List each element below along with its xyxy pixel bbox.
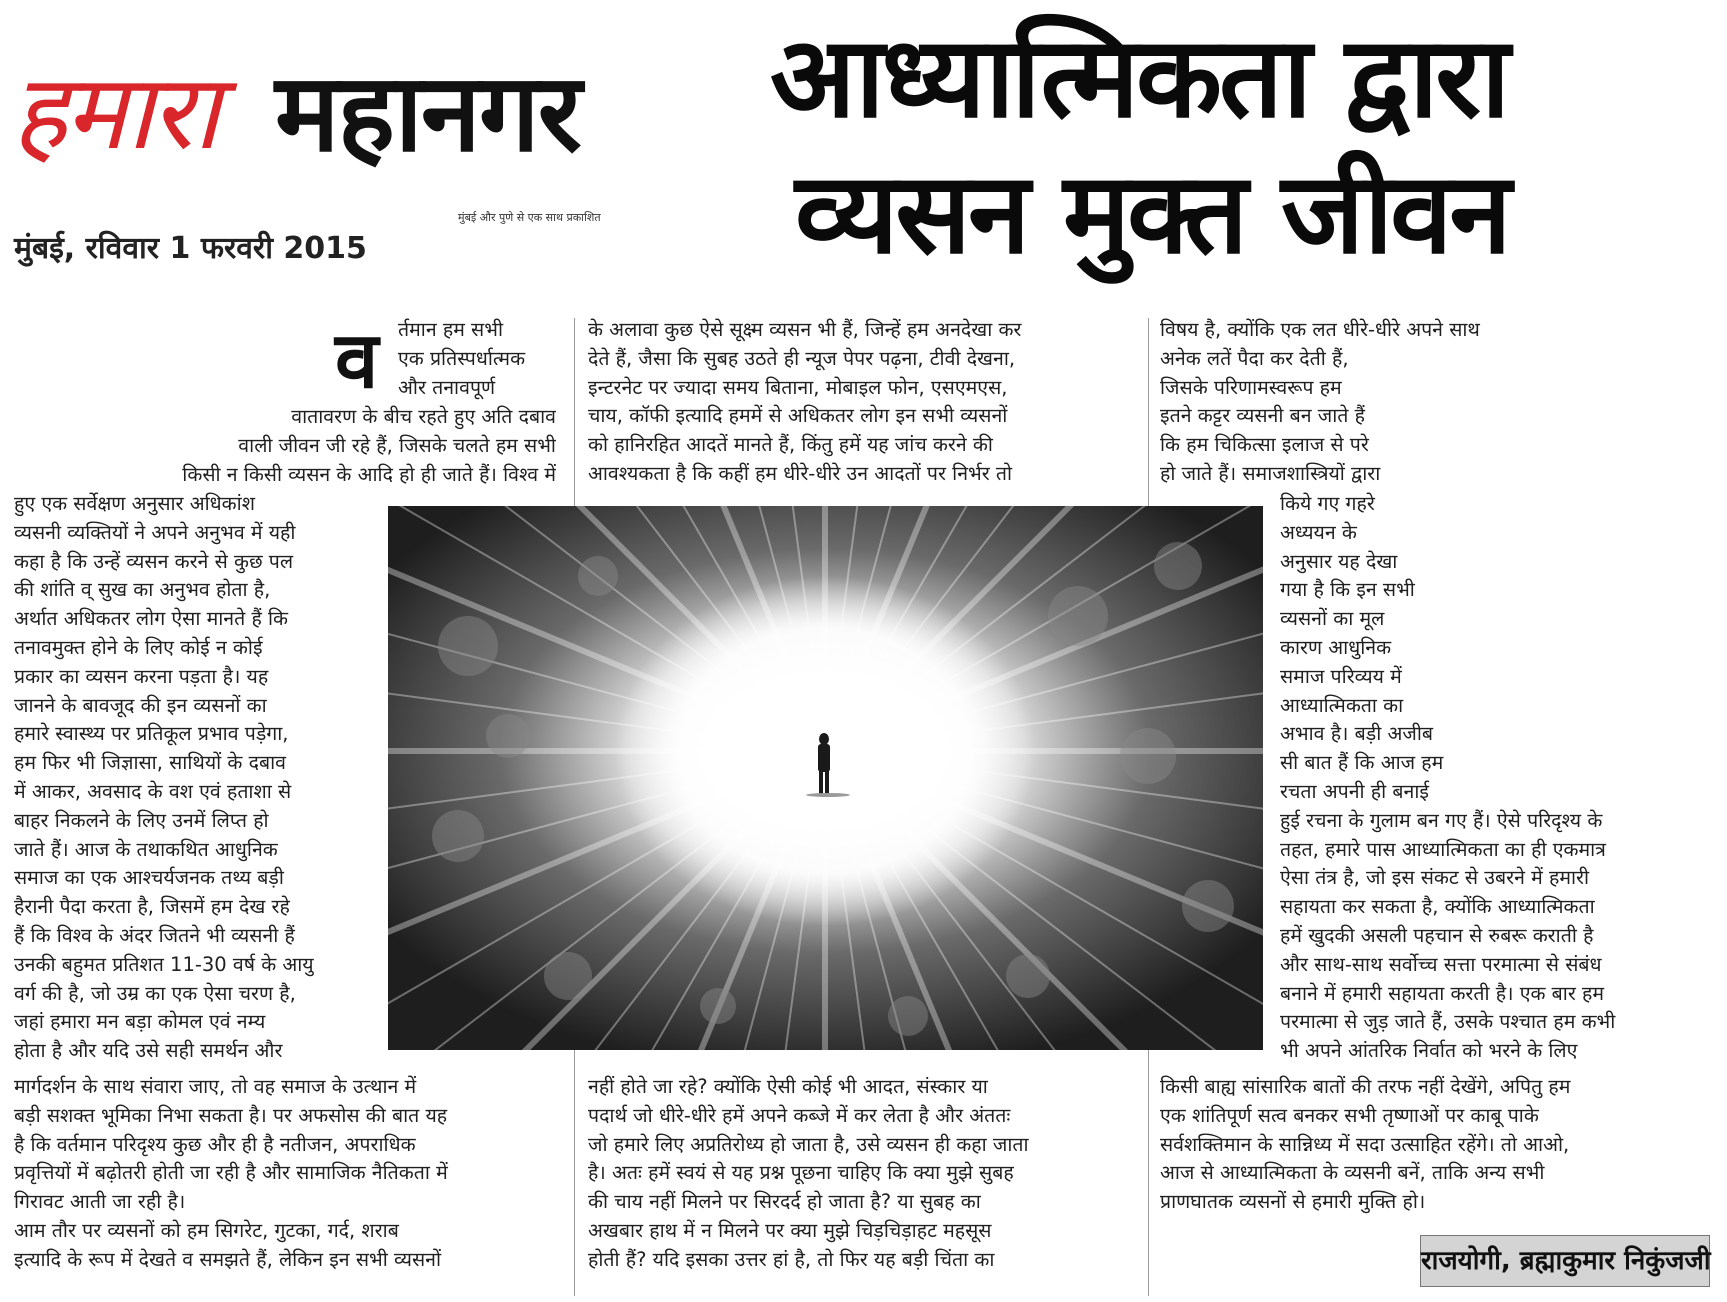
text-line: हो जाते हैं। समाजशास्त्रियों द्वारा <box>1160 461 1381 485</box>
text-line: को हानिरहित आदतें मानते हैं, किंतु हमें यह जांच करने की <box>588 433 993 457</box>
text-line: और तनावपूर्ण <box>398 375 496 399</box>
text-line: होती हैं? यदि इसका उत्तर हां है, तो फिर यह बड़ी चिंता का <box>588 1247 995 1271</box>
text-line: आम तौर पर व्यसनों को हम सिगरेट, गुटका, गर्द, शराब <box>14 1218 399 1242</box>
col1-mid-block <box>14 403 556 489</box>
text-line: बाहर निकलने के लिए उनमें लिप्त हो <box>14 808 269 832</box>
text-line: अभाव है। बड़ी अजीब <box>1280 722 1434 746</box>
text-line: र्तमान हम सभी <box>398 318 504 341</box>
text-line: और साथ-साथ सर्वोच्च सत्ता परमात्मा से संबंध <box>1280 952 1602 976</box>
text-line: हमें खुदकी असली पहचान से रुबरू कराती है <box>1280 923 1594 947</box>
text-line: अनेक लतें पैदा कर देती हैं, <box>1160 346 1349 370</box>
text-line: विषय है, क्योंकि एक लत धीरे-धीरे अपने साथ <box>1160 318 1480 341</box>
radiant-light-image <box>388 506 1263 1050</box>
headline-line-2: व्यसन मुक्त जीवन <box>795 149 1509 279</box>
text-line: सर्वशक्तिमान के सान्निध्य में सदा उत्साहित रहेंगे। तो आओ, <box>1160 1132 1570 1156</box>
text-line: हुई रचना के गुलाम बन गए हैं। ऐसे परिदृश्य के <box>1280 808 1603 832</box>
text-line: इन्टरनेट पर ज्यादा समय बिताना, मोबाइल फोन, एसएमएस, <box>588 375 1008 399</box>
text-line: अनुसार यह देखा <box>1280 549 1398 573</box>
text-line: में आकर, अवसाद के वश एवं हताशा से <box>14 779 292 803</box>
text-line: तहत, हमारे पास आध्यात्मिकता का ही एकमात्र <box>1280 837 1606 861</box>
text-line: देते हैं, जैसा कि सुबह उठते ही न्यूज पेपर पढ़ना, टीवी देखना, <box>588 346 1016 370</box>
text-line: एक शांतिपूर्ण सत्व बनकर सभी तृष्णाओं पर काबू पाके <box>1160 1103 1539 1127</box>
dateline: मुंबई, रविवार 1 फरवरी 2015 <box>14 231 367 266</box>
text-line: कारण आधुनिक <box>1280 635 1392 659</box>
text-line: भी अपने आंतरिक निर्वात को भरने के लिए <box>1280 1039 1578 1063</box>
text-line: परमात्मा से जुड़ जाते हैं, उसके पश्चात हम कभी <box>1280 1010 1616 1034</box>
text-line: वर्ग की है, जो उम्र का एक ऐसा चरण है, <box>14 981 296 1005</box>
text-line: कहा है कि उन्हें व्यसन करने से कुछ पल <box>14 549 294 573</box>
text-line: व्यसनों का मूल <box>1280 607 1385 631</box>
article-photo <box>388 506 1263 1050</box>
text-line: है। अतः हमें स्वयं से यह प्रश्न पूछना चाहिए कि क्या मुझे सुबह <box>588 1161 1014 1185</box>
masthead-name-black: महानगर <box>275 51 580 176</box>
col3-top-block <box>1160 316 1700 489</box>
text-line: एक प्रतिस्पर्धात्मक <box>398 346 526 370</box>
text-line: पदार्थ जो धीरे-धीरे हमें अपने कब्जे में कर लेता है और अंततः <box>588 1103 1011 1127</box>
text-line: अध्ययन के <box>1280 520 1357 544</box>
text-line: जानने के बावजूद की इन व्यसनों का <box>14 693 267 717</box>
masthead-name-red: हमारा <box>12 51 217 173</box>
text-line: वातावरण के बीच रहते हुए अति दबाव <box>291 405 556 428</box>
text-line: नहीं होते जा रहे? क्योंकि ऐसी कोई भी आदत, संस्कार या <box>588 1075 988 1098</box>
text-line: जो हमारे लिए अप्रतिरोध्य हो जाता है, उसे व्यसन ही कहा जाता <box>588 1132 1029 1156</box>
text-line: किसी बाह्य सांसारिक बातों की तरफ नहीं देखेंगे, अपितु हम <box>1160 1075 1571 1098</box>
text-line: हैरानी पैदा करता है, जिसमें हम देख रहे <box>14 895 290 919</box>
text-line: गिरावट आती जा रही है। <box>14 1190 186 1214</box>
text-line: की चाय नहीं मिलने पर सिरदर्द हो जाता है? या सुबह का <box>588 1190 981 1214</box>
text-line: आवश्यकता है कि कहीं हम धीरे-धीरे उन आदतों पर निर्भर तो <box>588 461 1013 485</box>
text-line: सी बात हैं कि आज हम <box>1280 751 1444 775</box>
col1-bottom-block <box>14 1073 566 1275</box>
text-line: इतने कट्टर व्यसनी बन जाते हैं <box>1160 404 1365 428</box>
col1-wrap-block <box>14 490 382 1066</box>
col2-bottom-block <box>588 1073 1140 1275</box>
text-line: की शांति व् सुख का अनुभव होता है, <box>14 578 271 602</box>
masthead-tagline: मुंबई और पुणे से एक साथ प्रकाशित <box>458 211 601 224</box>
text-line: ऐसा तंत्र है, जो इस संकट से उबरने में हमारी <box>1280 866 1590 890</box>
text-line: मार्गदर्शन के साथ संवारा जाए, तो वह समाज के उत्थान में <box>14 1075 417 1098</box>
text-line: समाज परिव्यय में <box>1280 664 1402 688</box>
text-line: हैं कि विश्व के अंदर जितने भी व्यसनी हैं <box>14 923 295 947</box>
col3-bottom-block <box>1160 1073 1700 1217</box>
text-line: हमारे स्वास्थ्य पर प्रतिकूल प्रभाव पड़ेगा, <box>14 722 289 746</box>
col1-top-block <box>398 316 568 402</box>
text-line: प्राणघातक व्यसनों से हमारी मुक्ति हो। <box>1160 1190 1426 1214</box>
drop-cap: व <box>335 316 379 406</box>
text-line: आध्यात्मिकता का <box>1280 693 1404 717</box>
text-line: चाय, कॉफी इत्यादि हममें से अधिकतर लोग इन सभी व्यसनों <box>588 404 1008 428</box>
text-line: इत्यादि के रूप में देखते व समझते हैं, लेकिन इन सभी व्यसनों <box>14 1247 442 1271</box>
text-line: हुए एक सर्वेक्षण अनुसार अधिकांश <box>14 492 255 515</box>
text-line: हम फिर भी जिज्ञासा, साथियों के दबाव <box>14 751 286 775</box>
text-line: जाते हैं। आज के तथाकथित आधुनिक <box>14 837 278 861</box>
col3-wrap-block <box>1280 490 1700 1066</box>
text-line: है कि वर्तमान परिदृश्य कुछ और ही है नतीजन, अपराधिक <box>14 1132 416 1156</box>
text-line: अखबार हाथ में न मिलने पर क्या मुझे चिड़चिड़ाहट महसूस <box>588 1218 992 1242</box>
text-line: किसी न किसी व्यसन के आदि हो ही जाते हैं। विश्व में <box>182 462 556 486</box>
col2-top-block <box>588 316 1140 489</box>
text-line: आज से आध्यात्मिकता के व्यसनी बनें, ताकि अन्य सभी <box>1160 1161 1545 1185</box>
headline-line-1: आध्यात्मिकता द्वारा <box>770 13 1508 143</box>
text-line: कि हम चिकित्सा इलाज से परे <box>1160 433 1369 457</box>
text-line: रचता अपनी ही बनाई <box>1280 779 1429 803</box>
text-line: जहां हमारा मन बड़ा कोमल एवं नम्य <box>14 1010 266 1034</box>
text-line: अर्थात अधिकतर लोग ऐसा मानते हैं कि <box>14 607 289 631</box>
text-line: के अलावा कुछ ऐसे सूक्ष्म व्यसन भी हैं, जिन्हें हम अनदेखा कर <box>588 318 1022 341</box>
text-line: जिसके परिणामस्वरूप हम <box>1160 375 1342 399</box>
text-line: होता है और यदि उसे सही समर्थन और <box>14 1039 283 1063</box>
text-line: किये गए गहरे <box>1280 492 1375 515</box>
byline: राजयोगी, ब्रह्माकुमार निकुंजजी <box>1420 1235 1710 1287</box>
text-line: सहायता कर सकता है, क्योंकि आध्यात्मिकता <box>1280 895 1595 919</box>
text-line: प्रवृत्तियों में बढ़ोतरी होती जा रही है और सामाजिक नैतिकता में <box>14 1161 448 1185</box>
text-line: तनावमुक्त होने के लिए कोई न कोई <box>14 635 263 659</box>
text-line: बड़ी सशक्त भूमिका निभा सकता है। पर अफसोस की बात यह <box>14 1103 448 1127</box>
text-line: वाली जीवन जी रहे हैं, जिसके चलते हम सभी <box>238 433 556 457</box>
text-line: प्रकार का व्यसन करना पड़ता है। यह <box>14 664 269 688</box>
text-line: व्यसनी व्यक्तियों ने अपने अनुभव में यही <box>14 520 296 544</box>
text-line: समाज का एक आश्चर्यजनक तथ्य बड़ी <box>14 866 284 890</box>
text-line: बनाने में हमारी सहायता करती है। एक बार हम <box>1280 981 1605 1005</box>
text-line: गया है कि इन सभी <box>1280 578 1415 602</box>
text-line: उनकी बहुमत प्रतिशत 11-30 वर्ष के आयु <box>14 952 314 976</box>
